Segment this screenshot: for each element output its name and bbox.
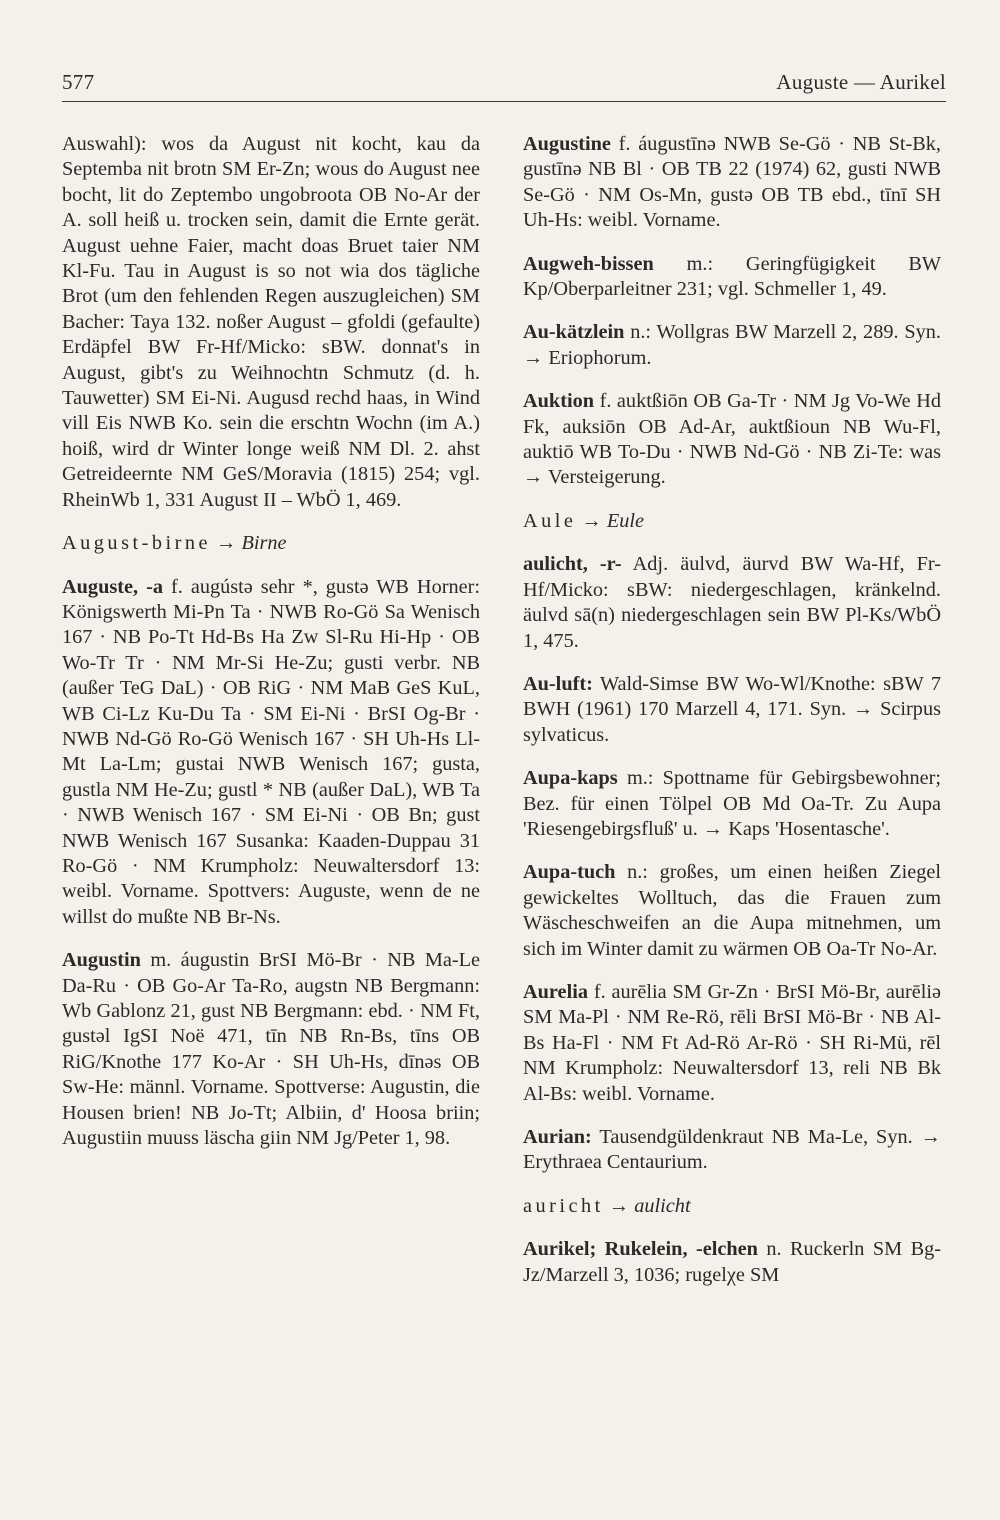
xref-lemma: auricht bbox=[523, 1194, 604, 1217]
entry-lemma: Augustin bbox=[62, 949, 141, 972]
entry-lemma: Auktion bbox=[523, 390, 595, 413]
xref-aule bbox=[523, 509, 941, 534]
entry-text: Wald-Simse BW Wo-Wl/Knothe: sBW 7 BWH (1961) 170 Marzell 4, 171. Syn. → Scirpus sylvaticus. bbox=[523, 672, 941, 746]
entry-text: f. aurēlia SM Gr-Zn · BrSI Mö-Br, aurēliə SM Ma-Pl · NM Re-Rö, rēli BrSI Mö-Br · NB Al-Bs Ha-Fl · NM Ft Ad-Rö Ar-Rö · SH Ri-Mü, rēl NM Krumpholz: Neuwaltersdorf 13, reli NB Bk Al-Bs: weibl. Vorname. bbox=[523, 980, 941, 1105]
xref-lemma: Aule bbox=[523, 509, 577, 532]
entry-lemma: Aupa-kaps bbox=[523, 767, 618, 790]
xref-lemma: August-birne bbox=[62, 532, 212, 555]
entry-lemma: Augustine bbox=[523, 133, 611, 155]
xref-arrow: → bbox=[581, 509, 602, 532]
running-title: Auguste — Aurikel bbox=[776, 70, 946, 94]
entry-augustine bbox=[523, 132, 941, 234]
entry-text: m.: Spottname für Gebirgsbewohner; Bez. für einen Tölpel OB Md Oa-Tr. Zu Aupa 'Riesengebirgsfluß' u. → Kaps 'Hosentasche'. bbox=[523, 767, 941, 840]
entry-text: f. auktßiōn OB Ga-Tr · NM Jg Vo-We Hd Fk, auksiōn OB Ad-Ar, auktßioun NB Wu-Fl, auktiō WB To-Du · NWB Nd-Gö · NB Zi-Te: was → Versteigerung. bbox=[523, 390, 941, 489]
entry-text: n.: Wollgras BW Marzell 2, 289. Syn. → Eriophorum. bbox=[523, 321, 941, 369]
xref-target: aulicht bbox=[634, 1194, 691, 1217]
entry-text: m. áugustin BrSI Mö-Br · NB Ma-Le Da-Ru · OB Go-Ar Ta-Ro, augstn NB Bergmann: Wb Gablonz 21, gust NB Bergmann: ebd. · NM Ft, gustəl IgSI Noë 471, tīn NB Rn-Bs, tīns OB RiG/Knothe 177 Ko-Ar · SH Uh-Hs, dīnəs OB Sw-He: männl. Vorname. Spottverse: Augustin, die Housen brien! NB Jo-Tt; Albiin, d' Hoosa briin; Augustiin muuss läscha giin NM Jg/Peter 1, 98. bbox=[62, 949, 481, 1150]
entry-lemma: Aurikel; Rukelein, -elchen bbox=[523, 1238, 758, 1261]
entry-lemma: aulicht, -r- bbox=[523, 553, 622, 576]
entry-lemma: Au-kätzlein bbox=[523, 321, 625, 344]
entry-au-luft bbox=[523, 672, 941, 748]
left-column bbox=[62, 132, 480, 1169]
entry-august-continued: Auswahl): wos da August nit kocht, kau da Septemba nit brotn SM Er-Zn; wous do August nee bocht, lit do Zeptembo ungobroota OB No-Ar der A. soll heiß u. trocken sein, damit die Ernte gerät. August uehne Faier, macht doas Bruet taier NM Kl-Fu. Tau in August is so not wia dos tägliche Brot (um den fehlenden Regen auszugleichen) SM Bacher: Taya 132. noßer August – gfoldi (gefaulte) Erdäpfel BW Fr-Hf/Micko: sBW. donnat's in August, gibt's zu Weihnochtn Schmutz (d. h. Tauwetter) SM Ei-Ni. Augusd rechd haas, in Wind vill Eis NWB Ko. sein die erschtn Wochn (im A.) hoiß, wird dr Winter longe weiß NM Dl. 2. ahst Getreideernte NM GeS/Moravia (1815) 254; vgl. RheinWb 1, 331 August II – WbÖ 1, 469. bbox=[62, 133, 480, 511]
entry-lemma: Augweh-bissen bbox=[523, 252, 654, 275]
entry-augustin bbox=[62, 948, 480, 1151]
entry-text: f. áugustīnə NWB Se-Gö · NB St-Bk, gustīnə NB Bl · OB TB 22 (1974) 62, gusti NWB Se-Gö · NM Os-Mn, gustə OB TB ebd., tīnī SH Uh-Hs: weibl. Vorname. bbox=[523, 133, 942, 232]
xref-arrow: → bbox=[216, 532, 237, 555]
entry-lemma: Auguste, -a bbox=[62, 575, 163, 598]
header-rule bbox=[62, 101, 946, 102]
entry-text: Tausendgüldenkraut NB Ma-Le, Syn. → Erythraea Centaurium. bbox=[523, 1126, 941, 1174]
entry-text: Adj. äulvd, äurvd BW Wa-Hf, Fr-Hf/Micko: sBW: niedergeschlagen, kränkelnd. äulvd sā(n) niedergeschlagen sein BW Pl-Ks/WbÖ 1, 475. bbox=[523, 553, 941, 652]
entry-auguste bbox=[62, 575, 480, 931]
entry-text: m.: Geringfügigkeit BW Kp/Oberparleitner 231; vgl. Schmeller 1, 49. bbox=[523, 252, 941, 301]
entry-au-kaetzlein bbox=[523, 320, 941, 371]
entry-auktion bbox=[523, 389, 941, 491]
entry-aurian bbox=[523, 1125, 941, 1176]
entry-aurelia bbox=[523, 980, 941, 1107]
page-number: 577 bbox=[62, 70, 95, 94]
entry-lemma: Aupa-tuch bbox=[523, 861, 616, 884]
entry-lemma: Au-luft: bbox=[523, 672, 593, 695]
entry-aupa-tuch bbox=[523, 860, 941, 962]
xref-august-birne bbox=[62, 531, 480, 556]
entry-lemma: Aurian: bbox=[523, 1126, 592, 1148]
entry-aupa-kaps bbox=[523, 766, 941, 842]
xref-target: Birne bbox=[241, 532, 287, 555]
right-column bbox=[523, 132, 941, 1306]
entry-text: f. augústə sehr *, gustə WB Horner: Königswerth Mi-Pn Ta · NWB Ro-Gö Sa Wenisch 167 · NB Po-Tt Hd-Bs Ha Zw Sl-Ru Hi-Hp · OB Wo-Tr Tr · NM Mr-Si He-Zu; gusti verbr. NB (außer TeG DaL) · OB RiG · NM MaB GeS KuL, WB Ci-Lz Ku-Du Ta · SM Ei-Ni · BrSI Og-Br · NWB Nd-Gö Ro-Gö Wenisch 167 · SH Uh-Hs Ll-Mt La-Lm; gustai NWB Wenisch 167; gusta, gustla NM He-Zu; gustl * NB (außer DaL), WB Ta · NWB Wenisch 167 · SM Ei-Ni · OB Bn; gust NWB Wenisch 167 Susanka: Kaaden-Duppau 31 Ro-Gö · NM Krumpholz: Neuwaltersdorf 13: weibl. Vorname. Spottvers: Auguste, wenn de ne willst do mußte NB Br-Ns. bbox=[62, 575, 480, 928]
entry-lemma: Aurelia bbox=[523, 980, 588, 1003]
entry-text: n. Ruckerln SM Bg-Jz/Marzell 3, 1036; rugelχe SM bbox=[523, 1238, 942, 1286]
entry-aurikel bbox=[523, 1237, 941, 1288]
entry-augweh-bissen bbox=[523, 252, 941, 303]
entry-aulicht bbox=[523, 552, 941, 654]
entry-text: n.: großes, um einen heißen Ziegel gewickeltes Wolltuch, das die Frauen zum Wäscheschweifen an die Aupa mitnehmen, um sich im Winter damit zu wärmen OB Oa-Tr No-Ar. bbox=[523, 861, 941, 960]
xref-auricht bbox=[523, 1194, 941, 1219]
xref-arrow: → bbox=[608, 1194, 630, 1217]
running-head bbox=[62, 70, 946, 95]
xref-target: Eule bbox=[606, 509, 645, 532]
